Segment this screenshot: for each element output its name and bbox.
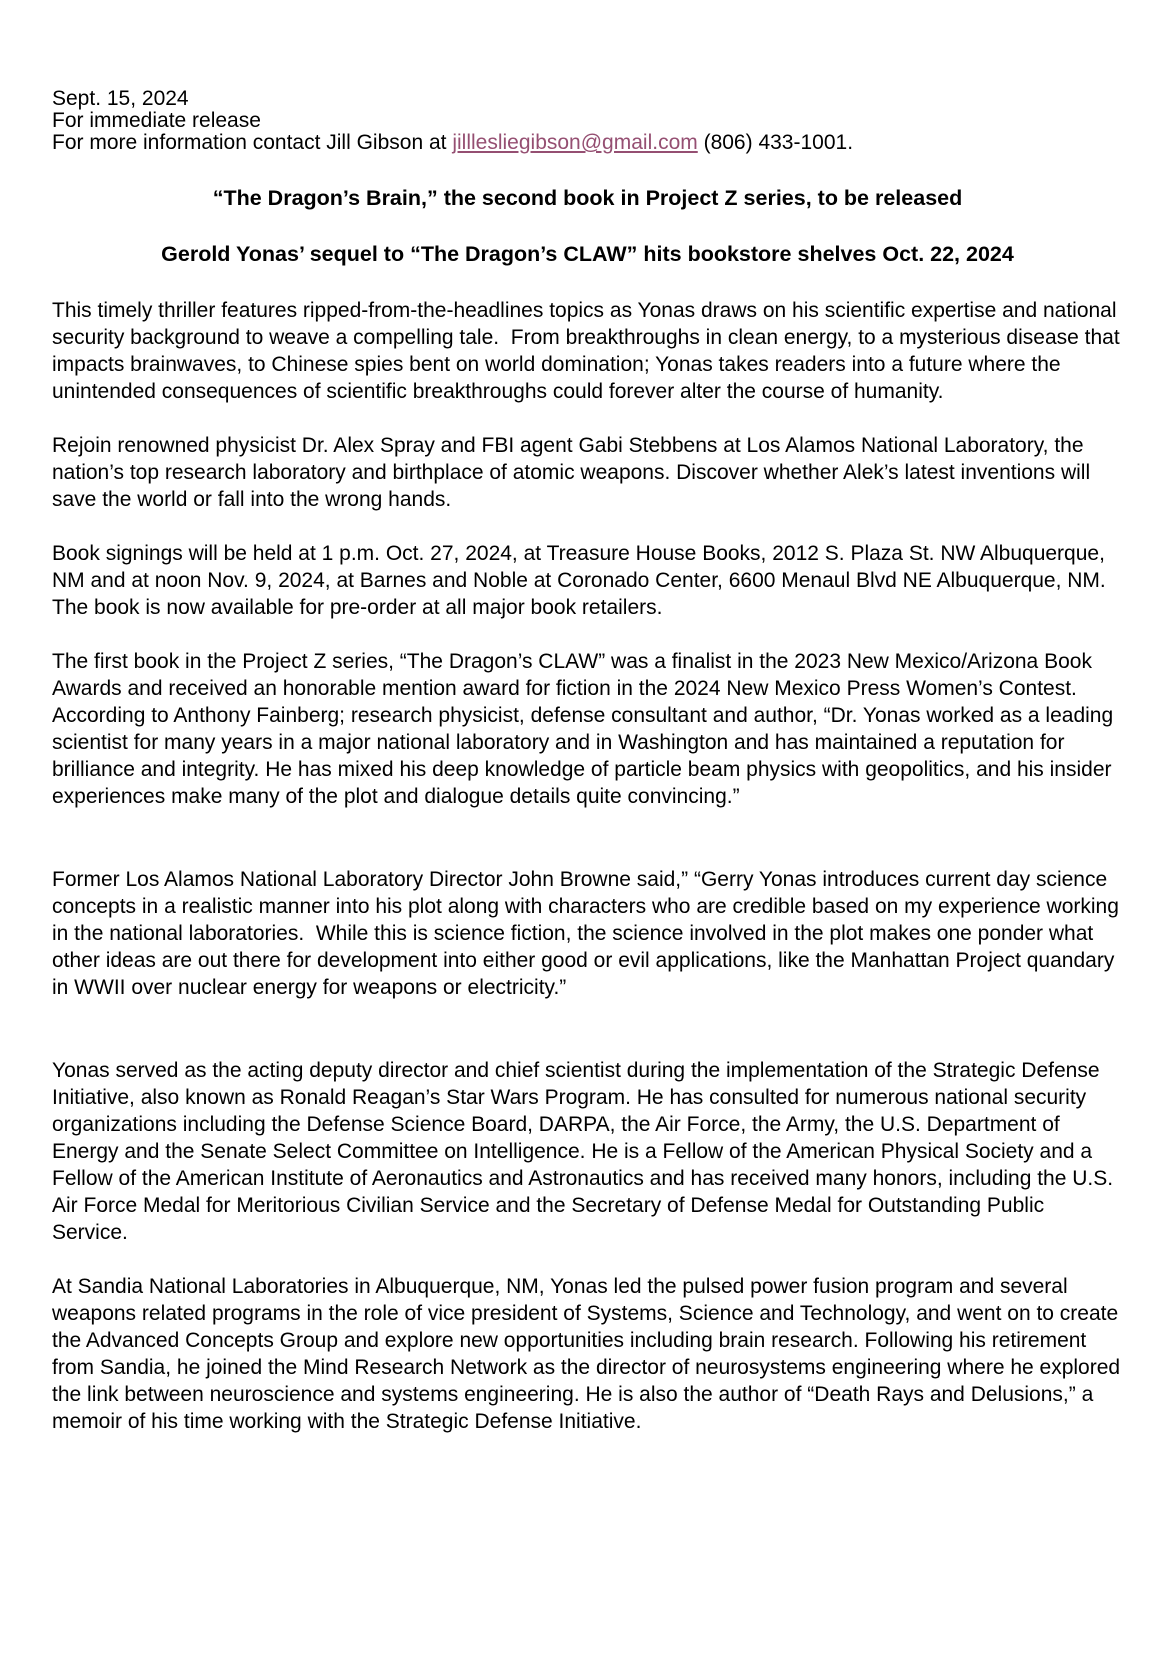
email-link[interactable]: jilllesliegibson@gmail.com <box>452 131 698 154</box>
release-status-line: For immediate release <box>52 109 261 132</box>
body-paragraph-4: The first book in the Project Z series, “The Dragon’s CLAW” was a finalist in the 2023 New Mexico/Arizona Book Awards and received an honorable mention award for fiction in the 2024 New Mexico Press Women’s Contest. According to Anthony Fainberg; research physicist, defense consultant and author, “Dr. Yonas worked as a leading scientist for many years in a major national laboratory and in Washington and has maintained a reputation for brilliance and integrity. He has mixed his deep knowledge of particle beam physics with geopolitics, and his insider experiences make many of the plot and dialogue details quite convincing.” <box>52 650 1119 808</box>
headline-primary: “The Dragon’s Brain,” the second book in Project Z series, to be released <box>212 186 963 210</box>
contact-line-suffix: (806) 433-1001. <box>697 131 854 154</box>
body-paragraph-2: Rejoin renowned physicist Dr. Alex Spray and FBI agent Gabi Stebbens at Los Alamos National Laboratory, the nation’s top research laboratory and birthplace of atomic weapons. Discover whether Alek’s latest inventions will save the world or fall into the wrong hands. <box>52 434 1096 511</box>
date-line: Sept. 15, 2024 <box>52 87 189 110</box>
contact-line <box>52 132 1123 154</box>
body-paragraph-7: At Sandia National Laboratories in Albuquerque, NM, Yonas led the pulsed power fusion program and several weapons related programs in the role of vice president of Systems, Science and Technology, and went on to create the Advanced Concepts Group and explore new opportunities including brain research. Following his retirement from Sandia, he joined the Mind Research Network as the director of neurosystems engineering where he explored the link between neuroscience and systems engineering. He is also the author of “Death Rays and Delusions,” a memoir of his time working with the Strategic Defense Initiative. <box>52 1275 1126 1433</box>
body-paragraph-6: Yonas served as the acting deputy director and chief scientist during the implementation of the Strategic Defense Initiative, also known as Ronald Reagan’s Star Wars Program. He has consulted for numerous national security organizations including the Defense Science Board, DARPA, the Air Force, the Army, the U.S. Department of Energy and the Senate Select Committee on Intelligence. He is a Fellow of the American Physical Society and a Fellow of the American Institute of Aeronautics and Astronautics and has received many honors, including the U.S. Air Force Medal for Meritorious Civilian Service and the Secretary of Defense Medal for Outstanding Public Service. <box>52 1059 1118 1244</box>
body-paragraph-3: Book signings will be held at 1 p.m. Oct. 27, 2024, at Treasure House Books, 2012 S. Plaza St. NW Albuquerque, NM and at noon Nov. 9, 2024, at Barnes and Noble at Coronado Center, 6600 Menaul Blvd NE Albuquerque, NM. The book is now available for pre-order at all major book retailers. <box>52 542 1112 619</box>
body-paragraph-1: This timely thriller features ripped-from-the-headlines topics as Yonas draws on his scientific expertise and national security background to weave a compelling tale. From breakthroughs in clean energy, to a mysterious disease that impacts brainwaves, to Chinese spies bent on world domination; Yonas takes readers into a future where the unintended consequences of scientific breakthroughs could forever alter the course of humanity. <box>52 299 1126 403</box>
release-header <box>52 88 1123 154</box>
body-paragraph-5: Former Los Alamos National Laboratory Director John Browne said,” “Gerry Yonas introduces current day science concepts in a realistic manner into his plot along with characters who are credible based on my experience working in the national laboratories. While this is science fiction, the science involved in the plot makes one ponder what other ideas are out there for development into either good or evil applications, like the Manhattan Project quandary in WWII over nuclear energy for weapons or electricity.” <box>52 868 1125 999</box>
headline-secondary: Gerold Yonas’ sequel to “The Dragon’s CLAW” hits bookstore shelves Oct. 22, 2024 <box>161 242 1014 266</box>
contact-line-prefix: For more information contact Jill Gibson at <box>52 131 453 154</box>
